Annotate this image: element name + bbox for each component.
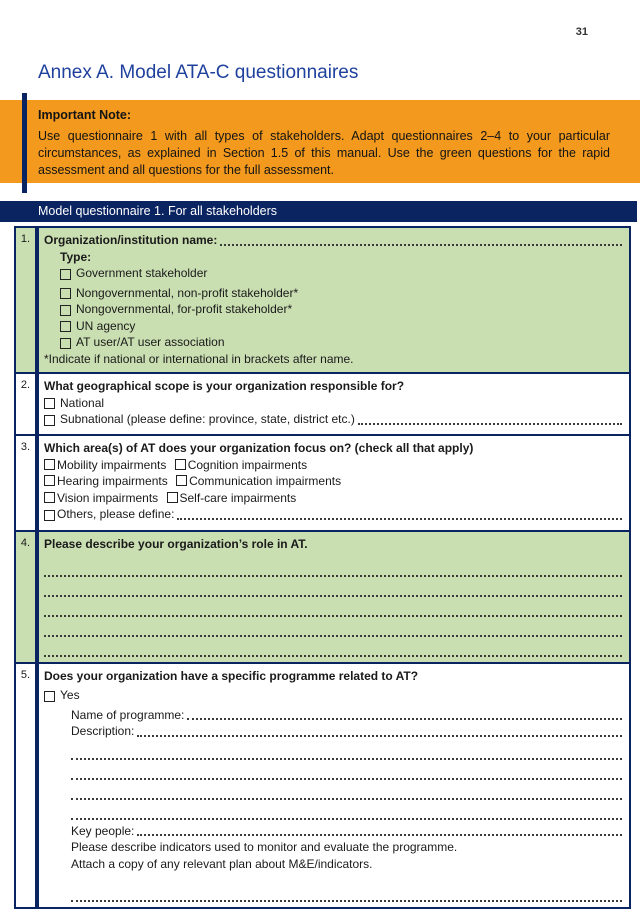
option-line <box>44 318 622 335</box>
checkbox-icon <box>44 475 55 486</box>
option-label: Government stakeholder <box>76 266 208 280</box>
checkbox-icon <box>44 510 55 521</box>
option-line <box>44 265 622 282</box>
others-line <box>44 506 622 523</box>
checkbox-icon <box>60 288 71 299</box>
question-cell-1 <box>39 228 629 372</box>
fill-in-dots <box>358 423 622 425</box>
question-line <box>44 378 622 395</box>
question-text: Please describe your organization’s role in AT. <box>44 537 308 551</box>
programme-name-line <box>44 707 622 724</box>
org-name-label: Organization/institution name: <box>44 233 218 247</box>
question-row-4 <box>16 532 629 664</box>
checkbox-icon <box>60 321 71 332</box>
option-label: Hearing impairments <box>57 474 168 488</box>
option-label: Vision impairments <box>57 490 159 505</box>
option-line <box>44 411 622 428</box>
questionnaire-title: Model questionnaire 1. For all stakeholders <box>38 204 278 218</box>
checkbox-icon <box>44 398 55 409</box>
attach-text: Attach a copy of any relevant plan about M&E/indicators. <box>71 856 373 871</box>
question-row-3 <box>16 436 629 532</box>
fill-in-dots-row <box>44 639 622 657</box>
key-people-line <box>44 823 622 840</box>
question-row-5 <box>16 664 629 908</box>
option-label: Subnational (please define: province, state, district etc.) <box>60 412 355 426</box>
checkbox-icon <box>44 492 55 503</box>
fill-in-dots-row <box>71 782 622 800</box>
checkbox-icon <box>44 691 55 702</box>
indicators-line <box>44 839 622 856</box>
fill-in-dots-row <box>71 762 622 780</box>
checkbox-icon <box>176 475 187 486</box>
question-cell-2 <box>39 374 629 434</box>
option-label: AT user/AT user association <box>76 335 225 349</box>
fill-in-dots <box>137 735 622 737</box>
type-label: Type: <box>60 249 92 264</box>
footnote-text: *Indicate if national or international in brackets after name. <box>44 351 354 366</box>
option-line <box>44 334 622 351</box>
option-line <box>44 285 622 302</box>
option-label: Cognition impairments <box>187 457 308 472</box>
question-line <box>44 440 622 457</box>
checkbox-icon <box>44 415 55 426</box>
note-body: Use questionnaire 1 with all types of stakeholders. Adapt questionnaires 2–4 to your particular circumstances, as explained in Section 1.5 of this manual. Use the green questions for the rapid assessment and all questions for the full assessment. <box>38 129 610 177</box>
description-label: Description: <box>71 724 135 738</box>
option-label: Nongovernmental, for-profit stakeholder* <box>76 302 293 316</box>
question-text: What geographical scope is your organization responsible for? <box>44 379 405 393</box>
question-cell-3 <box>39 436 629 530</box>
question-number-4: 4. <box>16 532 39 662</box>
key-people-label: Key people: <box>71 823 135 838</box>
fill-in-dots-row <box>44 579 622 597</box>
option-label: Communication impairments <box>189 474 342 488</box>
checkbox-icon <box>60 338 71 349</box>
checkbox-icon <box>60 269 71 280</box>
question-number-2: 2. <box>16 374 39 434</box>
fill-in-dots <box>187 718 622 720</box>
option-line <box>44 687 622 704</box>
org-name-line <box>44 232 622 249</box>
question-row-1 <box>16 228 629 374</box>
option-line <box>44 395 622 412</box>
question-line <box>44 536 622 553</box>
questionnaire-title-bar <box>0 201 637 222</box>
question-cell-4 <box>39 532 629 662</box>
option-line <box>44 301 622 318</box>
note-heading: Important Note: <box>38 108 132 122</box>
option-label: Self-care impairments <box>179 490 297 505</box>
fill-in-dots-row <box>71 802 622 820</box>
indicators-text: Please describe indicators used to monitor and evaluate the programme. <box>71 840 458 854</box>
fill-in-dots <box>220 244 622 246</box>
question-number-5: 5. <box>16 664 39 908</box>
question-text: Which area(s) of AT does your organization focus on? (check all that apply) <box>44 441 474 455</box>
page-title: Annex A. Model ATA-C questionnaires <box>38 62 359 83</box>
programme-name-label: Name of programme: <box>71 707 185 722</box>
others-label: Others, please define: <box>57 507 175 521</box>
option-label: Yes <box>60 688 80 702</box>
option-label: National <box>60 395 105 410</box>
question-number-3: 3. <box>16 436 39 530</box>
fill-in-dots-row <box>44 559 622 577</box>
fill-in-dots <box>137 834 622 836</box>
fill-in-dots-row <box>44 619 622 637</box>
footnote-line <box>44 351 622 368</box>
fill-in-dots-row <box>71 742 622 760</box>
attach-line <box>44 856 622 873</box>
question-row-2 <box>16 374 629 436</box>
note-accent-bar <box>22 93 27 193</box>
description-line <box>44 723 622 740</box>
questionnaire-table <box>14 226 631 909</box>
option-pair-line <box>44 457 622 474</box>
question-number-1: 1. <box>16 228 39 372</box>
option-label: UN agency <box>76 318 136 333</box>
question-line <box>44 668 622 685</box>
checkbox-icon <box>60 305 71 316</box>
option-pair-line <box>44 473 622 490</box>
checkbox-icon <box>44 459 55 470</box>
question-text: Does your organization have a specific programme related to AT? <box>44 668 419 683</box>
option-label: Nongovernmental, non-profit stakeholder* <box>76 285 299 300</box>
option-label: Mobility impairments <box>57 457 167 472</box>
fill-in-dots-row <box>71 884 622 902</box>
option-pair-line <box>44 490 622 507</box>
important-note-box <box>0 100 640 183</box>
fill-in-dots-row <box>44 599 622 617</box>
fill-in-dots <box>177 518 622 520</box>
checkbox-icon <box>175 459 186 470</box>
question-cell-5 <box>39 664 629 908</box>
checkbox-icon <box>167 492 178 503</box>
type-line <box>44 249 622 266</box>
page-number: 31 <box>575 26 588 38</box>
